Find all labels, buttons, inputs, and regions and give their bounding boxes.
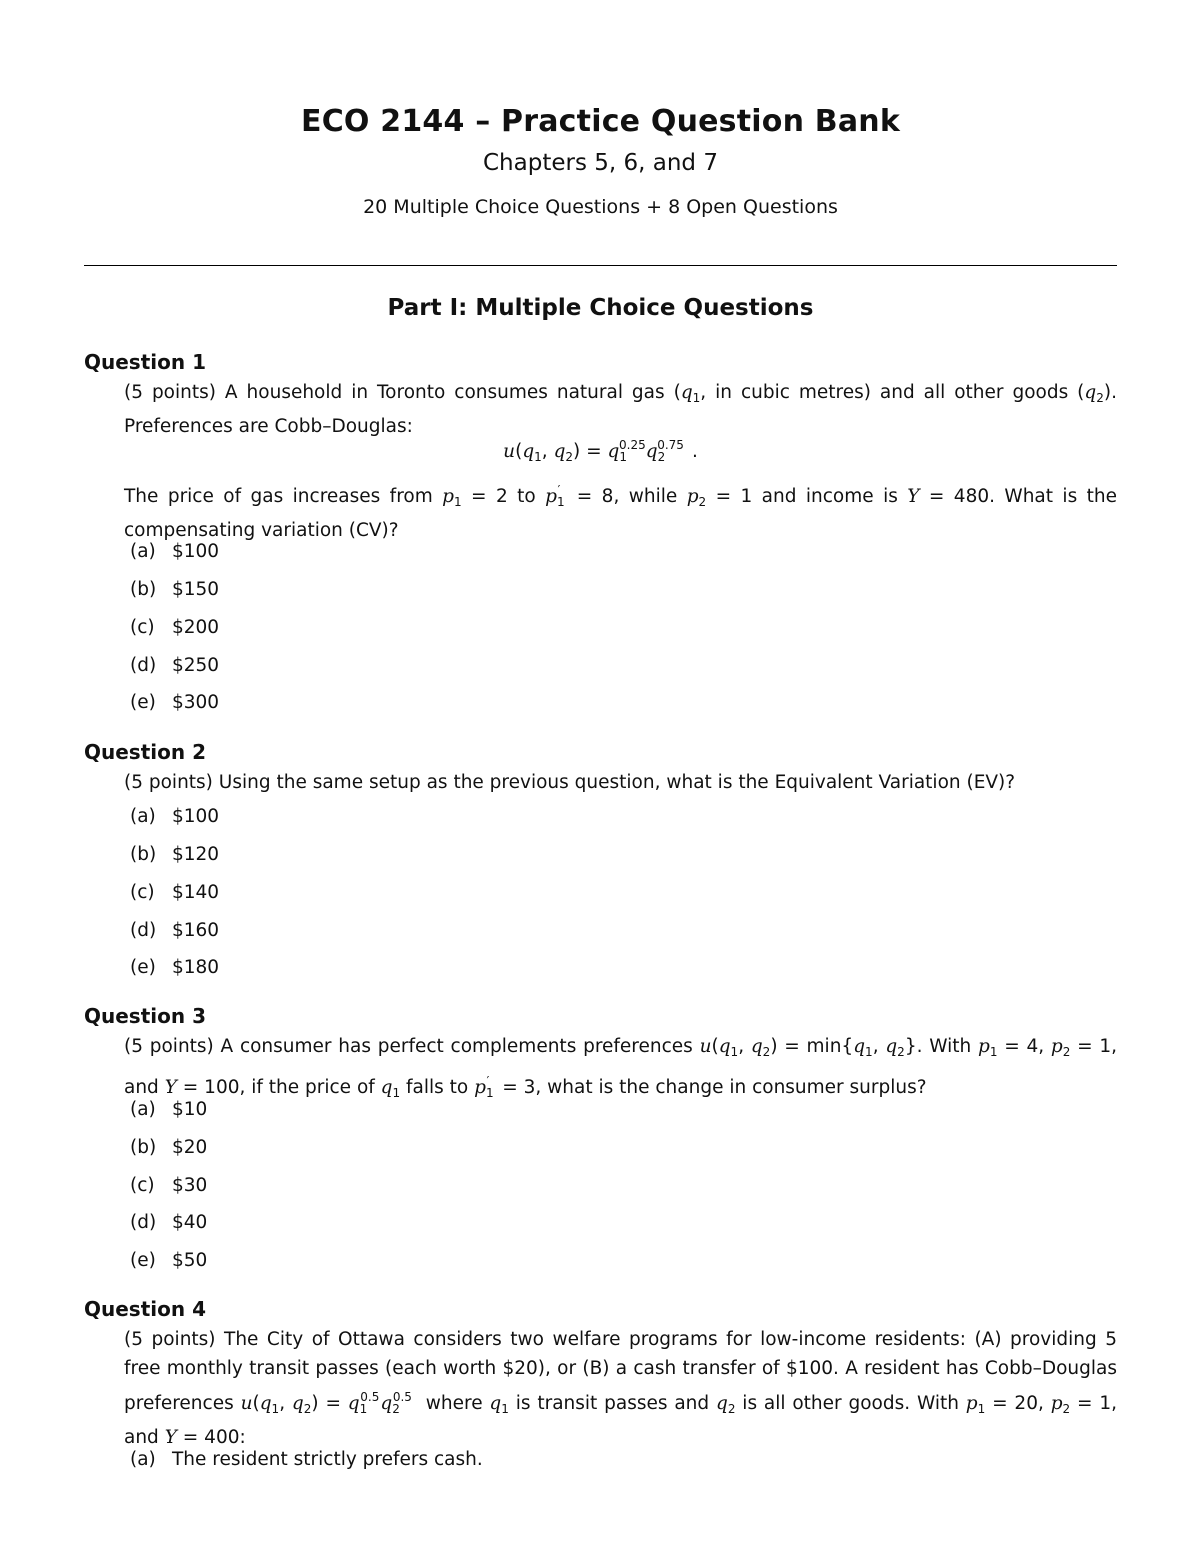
question-3-option[interactable]: (e) $50 bbox=[130, 1250, 208, 1271]
question-3-option[interactable]: (d) $40 bbox=[130, 1212, 208, 1233]
question-1-points: (5 points) bbox=[124, 382, 216, 403]
question-counts: 20 Multiple Choice Questions + 8 Open Questions bbox=[363, 196, 838, 218]
question-3-heading: Question 3 bbox=[84, 1004, 206, 1028]
question-2-stem bbox=[124, 769, 1117, 798]
document-subtitle: Chapters 5, 6, and 7 bbox=[483, 150, 718, 176]
question-3-option[interactable]: (c) $30 bbox=[130, 1175, 208, 1196]
question-2-option[interactable]: (b) $120 bbox=[130, 844, 220, 865]
question-1-option[interactable]: (b) $150 bbox=[130, 579, 220, 600]
question-1-option[interactable]: (e) $300 bbox=[130, 692, 220, 713]
question-1-option[interactable]: (c) $200 bbox=[130, 617, 220, 638]
question-2-option[interactable]: (c) $140 bbox=[130, 882, 220, 903]
part-heading: Part I: Multiple Choice Questions bbox=[387, 295, 814, 321]
question-3-stem: (5 points) A consumer has perfect complements preferences $u(q_1$, $q_2) = \min\{q_1$, $q_2$}. With $p_1 = 4$, $p_2 = 1$, and Y = 100, if the price of $q_1$ falls to $p_1' = 3$, what is the change in consumer surplus? bbox=[124, 1036, 1118, 1100]
question-1-prompt: The price of gas increases from $p_1 = 2$ to $p_1' = 8$, while $p_2 = 1$ and income is Y = 480. What is the compensating variation (CV)? bbox=[124, 483, 1117, 541]
question-1-heading: Question 1 bbox=[84, 350, 206, 374]
question-3-option[interactable]: (b) $20 bbox=[130, 1137, 208, 1158]
question-1-stem: (5 points) A household in Toronto consumes natural gas ($q_1$, in cubic metres) and all other goods $(q_2)$. Preferences are Cobb–Douglas: bbox=[124, 382, 1117, 437]
question-1-option[interactable]: (d) $250 bbox=[130, 655, 220, 676]
question-4-stem: (5 points) The City of Ottawa considers two welfare programs for low-income residents: (A) providing 5 free monthly transit passes (each worth $20), or (B) a cash transfer of $100. A resident has Cobb–Douglas preferences $u(q_1$, $q_2) = q_1^{0.5}q_2^{0.5}$ where $q_1$ is transit passes and $q_2$ is all other goods. With $p_1 = 20$, $p_2 = 1$, and Y = 400: bbox=[124, 1329, 1118, 1448]
document-title: ECO 2144 – Practice Question Bank bbox=[301, 104, 900, 139]
document-page bbox=[84, 0, 1117, 1553]
question-2-option[interactable]: (a) $100 bbox=[130, 806, 220, 827]
question-1-option[interactable]: (a) $100 bbox=[130, 541, 220, 562]
question-4-heading: Question 4 bbox=[84, 1297, 206, 1321]
question-1-equation: $u(q_1$, $q_2) = q_1^{0.25}q_2^{0.75}$ . bbox=[503, 438, 698, 464]
question-3-points: (5 points) bbox=[124, 1036, 214, 1057]
question-3-option[interactable]: (a) $10 bbox=[130, 1099, 208, 1120]
question-2-text: Using the same setup as the previous question, what is the Equivalent Variation (EV)? bbox=[218, 772, 1016, 793]
question-2-heading: Question 2 bbox=[84, 740, 206, 764]
question-2-option[interactable]: (e) $180 bbox=[130, 957, 220, 978]
question-2-option[interactable]: (d) $160 bbox=[130, 920, 220, 941]
question-4-option[interactable]: (a) The resident strictly prefers cash. bbox=[130, 1449, 483, 1470]
question-2-points: (5 points) bbox=[124, 772, 213, 793]
question-4-points: (5 points) bbox=[124, 1329, 216, 1350]
horizontal-rule bbox=[84, 265, 1117, 266]
